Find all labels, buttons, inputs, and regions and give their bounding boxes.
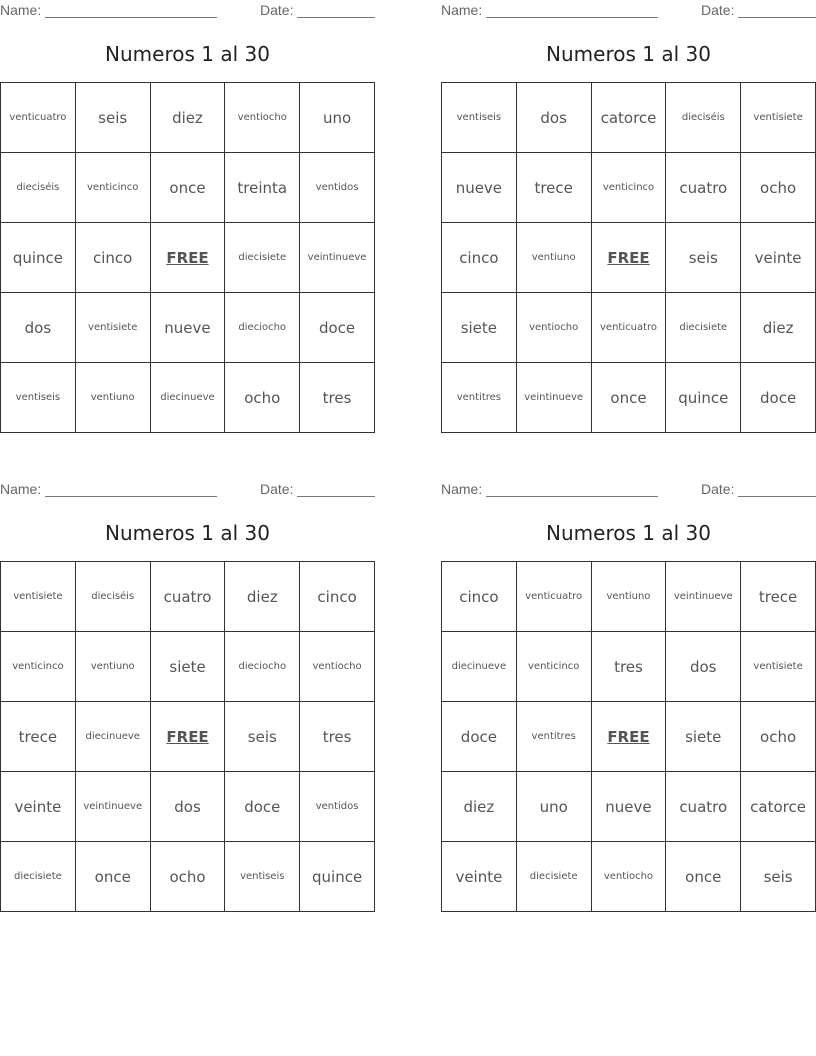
- bingo-cell[interactable]: seis: [75, 83, 150, 153]
- bingo-cell[interactable]: doce: [225, 772, 300, 842]
- bingo-cell[interactable]: ventiuno: [516, 223, 591, 293]
- bingo-cell[interactable]: venticinco: [591, 153, 666, 223]
- bingo-cell[interactable]: venticuatro: [1, 83, 76, 153]
- bingo-cell[interactable]: veintinueve: [516, 363, 591, 433]
- bingo-cell[interactable]: diecisiete: [516, 842, 591, 912]
- bingo-cell[interactable]: doce: [442, 702, 517, 772]
- bingo-cell[interactable]: venticuatro: [516, 562, 591, 632]
- bingo-cell[interactable]: dieciocho: [225, 293, 300, 363]
- grid-row: [1, 562, 375, 632]
- card-title: Numeros 1 al 30: [105, 42, 270, 66]
- bingo-cell[interactable]: ocho: [741, 153, 816, 223]
- bingo-cell[interactable]: quince: [666, 363, 741, 433]
- bingo-cell[interactable]: ventiocho: [300, 632, 375, 702]
- bingo-cell[interactable]: catorce: [591, 83, 666, 153]
- grid-row: [1, 632, 375, 702]
- bingo-cell[interactable]: ventidos: [300, 772, 375, 842]
- bingo-cell[interactable]: trece: [741, 562, 816, 632]
- bingo-cell[interactable]: veinte: [741, 223, 816, 293]
- bingo-cell[interactable]: ventiseis: [442, 83, 517, 153]
- grid-row: [442, 363, 816, 433]
- bingo-cell[interactable]: quince: [300, 842, 375, 912]
- bingo-cell[interactable]: nueve: [591, 772, 666, 842]
- bingo-cell[interactable]: veinte: [442, 842, 517, 912]
- bingo-cell[interactable]: dos: [150, 772, 225, 842]
- bingo-cell[interactable]: veintinueve: [75, 772, 150, 842]
- grid-row: [1, 702, 375, 772]
- card-header: [441, 481, 816, 499]
- bingo-grid: [441, 82, 816, 433]
- bingo-card-2: [441, 0, 816, 430]
- grid-row: [1, 842, 375, 912]
- date-label: Date:: [701, 481, 735, 497]
- card-header: [441, 2, 816, 20]
- bingo-cell[interactable]: ventitres: [516, 702, 591, 772]
- bingo-cell[interactable]: once: [666, 842, 741, 912]
- bingo-cell[interactable]: dos: [666, 632, 741, 702]
- card-title: Numeros 1 al 30: [105, 521, 270, 545]
- bingo-cell[interactable]: once: [75, 842, 150, 912]
- bingo-cell[interactable]: uno: [516, 772, 591, 842]
- bingo-cell[interactable]: seis: [225, 702, 300, 772]
- bingo-cell[interactable]: nueve: [442, 153, 517, 223]
- bingo-cell[interactable]: dos: [1, 293, 76, 363]
- grid-row: [1, 772, 375, 842]
- bingo-cell[interactable]: diecinueve: [75, 702, 150, 772]
- grid-row: [1, 293, 375, 363]
- bingo-cell[interactable]: siete: [150, 632, 225, 702]
- bingo-cell[interactable]: treinta: [225, 153, 300, 223]
- name-label: Name:: [441, 481, 483, 497]
- name-field-line[interactable]: [45, 17, 217, 18]
- grid-row: [442, 842, 816, 912]
- bingo-cell[interactable]: diez: [741, 293, 816, 363]
- date-field-line[interactable]: [738, 17, 816, 18]
- bingo-cell[interactable]: venticinco: [516, 632, 591, 702]
- bingo-grid: [441, 561, 816, 912]
- card-title: Numeros 1 al 30: [546, 521, 711, 545]
- bingo-cell[interactable]: cuatro: [150, 562, 225, 632]
- bingo-cell[interactable]: ventisiete: [1, 562, 76, 632]
- grid-row: [442, 632, 816, 702]
- bingo-cell[interactable]: diecisiete: [225, 223, 300, 293]
- bingo-cell[interactable]: ventiseis: [1, 363, 76, 433]
- bingo-cell[interactable]: diez: [150, 83, 225, 153]
- bingo-cell[interactable]: tres: [300, 363, 375, 433]
- bingo-cell[interactable]: tres: [591, 632, 666, 702]
- grid-row: [442, 153, 816, 223]
- grid-row: [1, 363, 375, 433]
- grid-row: [1, 83, 375, 153]
- grid-row: [1, 223, 375, 293]
- date-label: Date:: [260, 2, 294, 18]
- bingo-cell[interactable]: cuatro: [666, 153, 741, 223]
- bingo-cell[interactable]: ventiocho: [225, 83, 300, 153]
- bingo-cell[interactable]: veinte: [1, 772, 76, 842]
- bingo-cell[interactable]: diecinueve: [442, 632, 517, 702]
- bingo-cell[interactable]: trece: [516, 153, 591, 223]
- bingo-cell[interactable]: nueve: [150, 293, 225, 363]
- bingo-cell[interactable]: quince: [1, 223, 76, 293]
- bingo-cell[interactable]: uno: [300, 83, 375, 153]
- card-title: Numeros 1 al 30: [546, 42, 711, 66]
- bingo-cell[interactable]: doce: [741, 363, 816, 433]
- date-field-line[interactable]: [738, 496, 816, 497]
- bingo-grid: [0, 82, 375, 433]
- bingo-cell[interactable]: once: [591, 363, 666, 433]
- bingo-cell[interactable]: dieciocho: [225, 632, 300, 702]
- bingo-card-4: [441, 479, 816, 909]
- bingo-cell[interactable]: siete: [442, 293, 517, 363]
- bingo-cell[interactable]: venticinco: [1, 632, 76, 702]
- date-label: Date:: [701, 2, 735, 18]
- card-header: [0, 481, 375, 499]
- bingo-cell[interactable]: ventitres: [442, 363, 517, 433]
- name-field-line[interactable]: [45, 496, 217, 497]
- bingo-cell[interactable]: dos: [516, 83, 591, 153]
- bingo-cell[interactable]: ocho: [741, 702, 816, 772]
- bingo-cell[interactable]: once: [150, 153, 225, 223]
- bingo-cell[interactable]: ocho: [150, 842, 225, 912]
- date-label: Date:: [260, 481, 294, 497]
- grid-row: [1, 153, 375, 223]
- bingo-cell[interactable]: diecisiete: [1, 842, 76, 912]
- free-space-cell[interactable]: FREE: [591, 702, 666, 772]
- bingo-cell[interactable]: veintinueve: [300, 223, 375, 293]
- name-field-line[interactable]: [486, 17, 658, 18]
- date-field-line[interactable]: [297, 496, 375, 497]
- bingo-cell[interactable]: seis: [666, 223, 741, 293]
- name-field-line[interactable]: [486, 496, 658, 497]
- bingo-cell[interactable]: cinco: [300, 562, 375, 632]
- name-label: Name:: [441, 2, 483, 18]
- bingo-cell[interactable]: ventiuno: [75, 632, 150, 702]
- bingo-cell[interactable]: ventisiete: [741, 83, 816, 153]
- bingo-cell[interactable]: ventisiete: [741, 632, 816, 702]
- name-label: Name:: [0, 481, 42, 497]
- bingo-grid: [0, 561, 375, 912]
- bingo-cell[interactable]: dieciséis: [1, 153, 76, 223]
- grid-row: [442, 83, 816, 153]
- bingo-cell[interactable]: ventiocho: [591, 842, 666, 912]
- bingo-cell[interactable]: venticuatro: [591, 293, 666, 363]
- bingo-card-3: [0, 479, 375, 909]
- bingo-cell[interactable]: tres: [300, 702, 375, 772]
- bingo-cell[interactable]: trece: [1, 702, 76, 772]
- bingo-cell[interactable]: seis: [741, 842, 816, 912]
- bingo-cell[interactable]: veintinueve: [666, 562, 741, 632]
- date-field-line[interactable]: [297, 17, 375, 18]
- bingo-cell[interactable]: ocho: [225, 363, 300, 433]
- bingo-cell[interactable]: ventiuno: [591, 562, 666, 632]
- grid-row: [442, 772, 816, 842]
- bingo-cell[interactable]: ventiocho: [516, 293, 591, 363]
- free-space-cell[interactable]: FREE: [150, 223, 225, 293]
- bingo-cell[interactable]: venticinco: [75, 153, 150, 223]
- bingo-cell[interactable]: ventiuno: [75, 363, 150, 433]
- bingo-cell[interactable]: diecisiete: [666, 293, 741, 363]
- bingo-cell[interactable]: dieciséis: [75, 562, 150, 632]
- bingo-cell[interactable]: diez: [225, 562, 300, 632]
- card-header: [0, 2, 375, 20]
- bingo-cell[interactable]: cinco: [442, 562, 517, 632]
- bingo-cell[interactable]: siete: [666, 702, 741, 772]
- bingo-cell[interactable]: cinco: [75, 223, 150, 293]
- bingo-cell[interactable]: diecinueve: [150, 363, 225, 433]
- bingo-cell[interactable]: ventiseis: [225, 842, 300, 912]
- bingo-cell[interactable]: diez: [442, 772, 517, 842]
- grid-row: [442, 223, 816, 293]
- free-space-cell[interactable]: FREE: [591, 223, 666, 293]
- bingo-cell[interactable]: ventidos: [300, 153, 375, 223]
- bingo-cell[interactable]: ventisiete: [75, 293, 150, 363]
- bingo-cell[interactable]: cinco: [442, 223, 517, 293]
- bingo-cell[interactable]: doce: [300, 293, 375, 363]
- bingo-card-1: [0, 0, 375, 430]
- grid-row: [442, 562, 816, 632]
- bingo-cell[interactable]: catorce: [741, 772, 816, 842]
- bingo-cell[interactable]: cuatro: [666, 772, 741, 842]
- bingo-cell[interactable]: dieciséis: [666, 83, 741, 153]
- name-label: Name:: [0, 2, 42, 18]
- free-space-cell[interactable]: FREE: [150, 702, 225, 772]
- grid-row: [442, 702, 816, 772]
- grid-row: [442, 293, 816, 363]
